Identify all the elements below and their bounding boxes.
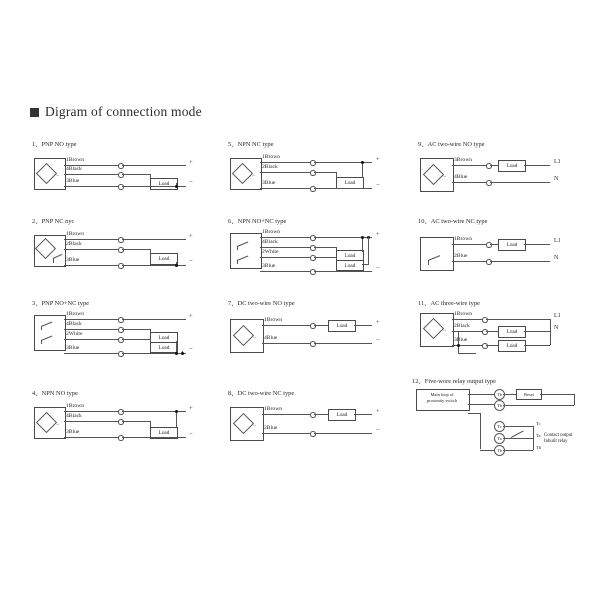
terminal-tb-1: Tb (494, 389, 505, 400)
diagram-12-body (412, 385, 588, 459)
supply-minus: − (189, 346, 193, 353)
wire-label-brown: 1Brown (66, 311, 85, 317)
wire-label-black: 2Black (262, 164, 278, 170)
supply-minus: − (189, 258, 193, 265)
diagram-11-title: 11、AC three-wire type (418, 300, 480, 307)
wire-label-brown: 1Brown (262, 154, 281, 160)
diagram-3-body (32, 307, 212, 365)
diagram-8 (228, 388, 400, 450)
diagram-1-title: 1、PNP NO type (32, 141, 77, 148)
proximity-sensor-icon: − (230, 407, 264, 441)
load-box: Load (498, 340, 526, 352)
diagram-2-title: 2、PNP NC nyc (32, 218, 75, 225)
page-title (30, 104, 202, 120)
wire-label-white: 2White (262, 249, 279, 255)
diagram-7 (228, 298, 400, 366)
proximity-sensor-icon (420, 237, 454, 271)
wire-label-blue: 2Blue (264, 425, 278, 431)
main-loop-label: Main loop of proximity switch (427, 392, 457, 403)
diagram-9-title: 9、AC two-wire NO type (418, 141, 485, 148)
wire-label-ta: Ta (536, 433, 541, 438)
wire-label-blue: 3Blue (262, 263, 276, 269)
proximity-sensor-icon: − (420, 313, 454, 347)
reset-box: Reset (516, 389, 542, 400)
page-title-label: Digram of connection mode (45, 104, 202, 119)
terminal-ta: Ta (494, 433, 505, 444)
supply-minus: − (376, 427, 380, 434)
diagram-11-body (418, 307, 578, 365)
load-box: Load (328, 409, 356, 421)
proximity-sensor-icon: − (230, 319, 264, 353)
diagram-6 (228, 216, 400, 284)
supply-plus: + (189, 313, 193, 320)
diagram-2-body (32, 225, 212, 277)
load-box: Load (150, 178, 178, 190)
supply-plus: + (189, 405, 193, 412)
square-bullet-icon (30, 108, 39, 117)
wire-label-blue: 4Blue (264, 335, 278, 341)
diagram-12-title: 12、Five-wore relay output type (412, 378, 496, 385)
contact-output-note: Contact output Inbuilt relay (544, 433, 573, 445)
load-box: Load (336, 250, 364, 261)
diagram-7-body (228, 307, 400, 365)
supply-plus: + (376, 231, 380, 238)
diagram-9 (418, 139, 578, 201)
wire-label-black: 4Black (66, 321, 82, 327)
supply-minus: − (189, 431, 193, 438)
wire-label-brown: 3Brown (454, 157, 473, 163)
diagram-10-title: 10、AC two-wire NC type (418, 218, 488, 225)
load-box: Load (150, 342, 178, 353)
terminal-tb-2: Tb (494, 400, 505, 411)
supply-L1: L1 (554, 159, 561, 165)
supply-plus: + (376, 319, 380, 326)
wire-label-brown: 1Brown (264, 317, 283, 323)
supply-plus: + (376, 156, 380, 163)
diagram-10-body (418, 225, 578, 277)
wire-label-brown: 1Brown (66, 231, 85, 237)
proximity-sensor-icon: − (34, 407, 66, 439)
supply-minus: − (376, 182, 380, 189)
wire-label-blue: 3Blue (66, 429, 80, 435)
diagram-12 (412, 376, 588, 460)
wire-label-tc: Tc (536, 421, 541, 426)
load-box: Load (150, 332, 178, 343)
supply-minus: − (189, 179, 193, 186)
proximity-sensor-icon (34, 315, 66, 351)
wire-label-black: 2Black (454, 323, 470, 329)
terminal-tb-3: Tb (494, 445, 505, 456)
diagram-8-body (228, 397, 400, 449)
wire-label-black: 2Black (66, 241, 82, 247)
diagram-4-title: 4、NPN NO type (32, 390, 78, 397)
proximity-sensor-icon: − (230, 158, 262, 190)
load-box: Load (498, 239, 526, 251)
diagram-3 (32, 298, 212, 366)
proximity-sensor-icon: − (420, 158, 454, 192)
load-box: Load (498, 326, 526, 338)
supply-plus: + (189, 159, 193, 166)
wire-label-black: 4Black (262, 239, 278, 245)
supply-plus: + (376, 408, 380, 415)
supply-N: N (554, 176, 559, 182)
diagram-5-title: 5、NPN NC type (228, 141, 274, 148)
diagram-4-body (32, 397, 212, 449)
proximity-sensor-icon (34, 235, 66, 267)
proximity-sensor-icon: − (34, 158, 66, 190)
diagram-3-title: 3、PNP NO+NC type (32, 300, 89, 307)
diagram-5 (228, 139, 400, 201)
wire-label-blue: 3Blue (66, 257, 80, 263)
wire-label-blue: 2Blue (454, 253, 468, 259)
wire-label-blue: 3Blue (66, 178, 80, 184)
wire-label-brown: 1Brown (262, 229, 281, 235)
diagram-5-body (228, 148, 400, 200)
supply-L1: L1 (554, 313, 561, 319)
load-box: Load (336, 260, 364, 271)
load-box: Load (150, 253, 178, 265)
supply-L1: L1 (554, 238, 561, 244)
wire-label-brown: 1Brown (66, 157, 85, 163)
diagram-8-title: 8、DC two-wire NC type (228, 390, 295, 397)
supply-N: N (554, 255, 559, 261)
wire-label-blue: 4Blue (454, 174, 468, 180)
diagram-7-title: 7、DC two-wire NO type (228, 300, 295, 307)
diagram-11 (418, 298, 578, 366)
diagram-4 (32, 388, 212, 450)
supply-minus: − (376, 337, 380, 344)
supply-minus: − (376, 265, 380, 272)
wire-label-blue: 3Blue (454, 337, 468, 343)
supply-plus: + (189, 233, 193, 240)
wire-label-white: 2White (66, 331, 83, 337)
load-box: Load (150, 427, 178, 439)
load-box: Load (336, 177, 364, 189)
diagram-9-body (418, 148, 578, 200)
diagram-10 (418, 216, 578, 278)
wire-label-black: 4Black (66, 166, 82, 172)
diagram-1 (32, 139, 212, 201)
wire-label-blue: 3Blue (262, 180, 276, 186)
wire-label-blue: 3Blue (66, 345, 80, 351)
proximity-sensor-icon (230, 233, 262, 269)
wire-label-tb: Tb (536, 445, 542, 450)
wire-label-brown: 1Brown (264, 406, 283, 412)
diagram-2 (32, 216, 212, 278)
wire-label-brown: 1Brown (454, 311, 473, 317)
terminal-tc: Tc (494, 421, 505, 432)
diagram-1-body (32, 148, 212, 200)
diagram-6-title: 6、NPN NO+NC type (228, 218, 287, 225)
load-box: Load (498, 160, 526, 172)
wire-label-brown: 1Brown (66, 403, 85, 409)
diagram-6-body (228, 225, 400, 283)
wire-label-black: 4Black (66, 413, 82, 419)
load-box: Load (328, 320, 356, 332)
supply-N: N (554, 325, 559, 331)
wire-label-brown: 1Brown (454, 236, 473, 242)
